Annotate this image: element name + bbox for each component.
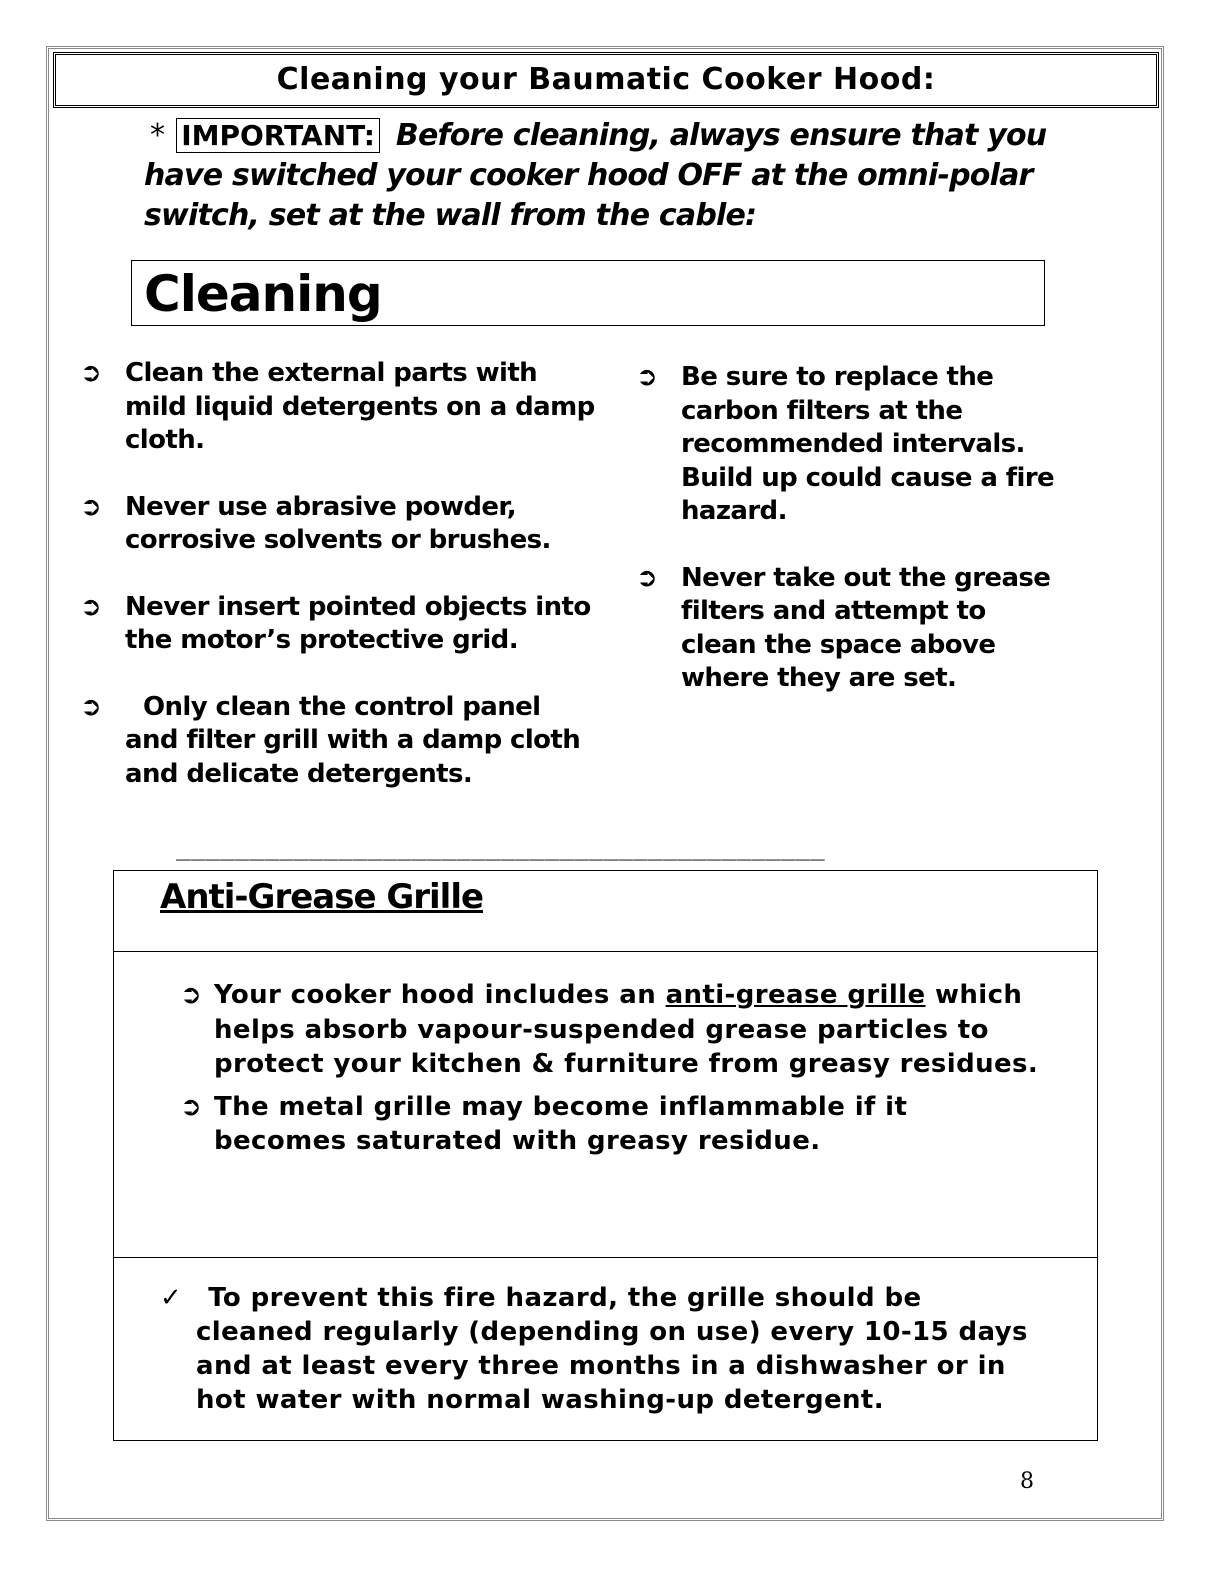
arrow-bullet-icon: ➲ xyxy=(180,980,203,1010)
cleaning-tip xyxy=(160,1281,1060,1417)
list-item xyxy=(80,357,600,458)
list-item xyxy=(80,591,600,658)
cleaning-right-column xyxy=(636,361,1056,729)
important-text: Before cleaning, always ensure that you have switched your cooker hood OFF at the omni-polar switch, set at the wall from the cable: xyxy=(144,118,1047,233)
cleaning-left-column xyxy=(80,357,600,824)
anti-grease-grille-term: anti-grease grille xyxy=(665,980,926,1010)
arrow-bullet-icon: ➲ xyxy=(636,362,658,392)
anti-grease-heading: Anti-Grease Grille xyxy=(160,877,484,917)
list-item xyxy=(180,1090,1040,1159)
important-label: IMPORTANT: xyxy=(176,118,380,153)
checkmark-icon: ✓ xyxy=(160,1283,183,1313)
list-item-text: Never take out the grease filters and attempt to clean the space above where they are set. xyxy=(681,562,1051,693)
page-number: 8 xyxy=(1020,1469,1034,1494)
arrow-bullet-icon: ➲ xyxy=(80,358,102,388)
list-item-text: Your cooker hood includes an xyxy=(214,980,666,1010)
important-notice xyxy=(144,116,1074,236)
dashed-separator: ____________________________________________ xyxy=(176,833,825,861)
table-divider xyxy=(113,1257,1098,1258)
page-title: Cleaning your Baumatic Cooker Hood: xyxy=(53,52,1159,108)
cleaning-heading: Cleaning xyxy=(131,260,1045,326)
arrow-bullet-icon: ➲ xyxy=(180,1091,203,1122)
table-divider xyxy=(113,951,1098,952)
anti-grease-list xyxy=(180,978,1040,1167)
arrow-bullet-icon: ➲ xyxy=(80,491,102,522)
list-item-text: The metal grille may become inflammable if it becomes saturated with greasy residue. xyxy=(214,1091,908,1156)
list-item-text: Only clean the control panel and filter grill with a damp cloth and delicate detergents. xyxy=(125,691,581,789)
arrow-bullet-icon: ➲ xyxy=(80,591,102,622)
list-item-text: Never insert pointed objects into the motor’s protective grid. xyxy=(125,591,591,655)
list-item-text: Be sure to replace the carbon filters at the recommended intervals. Build up could cause a fire hazard. xyxy=(681,362,1055,526)
list-item xyxy=(180,978,1040,1082)
asterisk: * xyxy=(150,118,165,153)
list-item xyxy=(80,491,600,558)
list-item-text: which helps absorb vapour-suspended grease particles to protect your kitchen & furniture from greasy residues. xyxy=(214,980,1039,1079)
list-item xyxy=(636,562,1056,696)
list-item xyxy=(636,361,1056,529)
list-item-text: Never use abrasive powder, corrosive solvents or brushes. xyxy=(125,491,551,555)
tip-text: cleaned regularly (depending on use) every 10-15 days and at least every three months in a dishwasher or in hot water with normal washing-up detergent. xyxy=(196,1317,1028,1415)
arrow-bullet-icon: ➲ xyxy=(636,562,658,593)
list-item-text: Clean the external parts with mild liquid detergents on a damp cloth. xyxy=(125,358,595,455)
arrow-bullet-icon: ➲ xyxy=(80,691,102,722)
list-item xyxy=(80,691,600,792)
tip-text: To prevent this fire hazard, the grille should be xyxy=(208,1283,922,1313)
